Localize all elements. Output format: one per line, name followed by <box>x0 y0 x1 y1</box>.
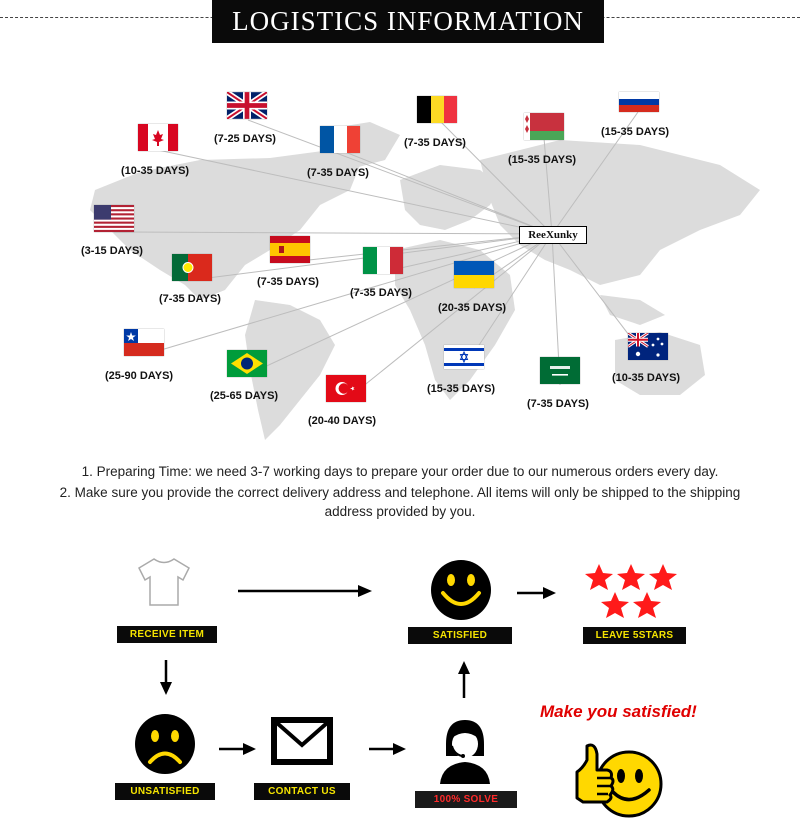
envelope-icon <box>270 716 334 766</box>
portugal-days: (7-35 DAYS) <box>159 293 221 305</box>
five-stars-icon <box>583 562 679 622</box>
saudi-arabia-flag <box>540 357 580 384</box>
arrow-right-icon <box>369 741 407 757</box>
arrow-right-icon <box>219 741 257 757</box>
usa-days: (3-15 DAYS) <box>81 245 143 257</box>
uk-days: (7-25 DAYS) <box>214 133 276 145</box>
receive-item-label: RECEIVE ITEM <box>117 626 217 643</box>
turkey-flag <box>326 375 366 402</box>
belarus-days: (15-35 DAYS) <box>508 154 577 166</box>
turkey-days: (20-40 DAYS) <box>308 415 377 427</box>
arrow-down-icon <box>158 660 174 696</box>
leave-5stars-label: LEAVE 5STARS <box>583 627 686 644</box>
saudi-arabia-days: (7-35 DAYS) <box>527 398 589 410</box>
arrow-right-icon <box>517 585 557 601</box>
arrow-up-icon <box>456 660 472 698</box>
contact-us-label: CONTACT US <box>254 783 350 800</box>
happy-face-icon <box>429 559 493 621</box>
france-days: (7-35 DAYS) <box>307 167 369 179</box>
warehouse-hub-label <box>519 226 587 244</box>
unsatisfied-label: UNSATISFIED <box>115 783 215 800</box>
canada-days: (10-35 DAYS) <box>121 165 190 177</box>
hub-label-text: ReeXunky <box>528 229 578 241</box>
tshirt-icon <box>136 556 192 608</box>
canada-flag <box>138 124 178 151</box>
spain-days: (7-35 DAYS) <box>257 276 319 288</box>
spain-flag <box>270 236 310 263</box>
australia-flag <box>628 333 668 360</box>
ukraine-days: (20-35 DAYS) <box>438 302 507 314</box>
solve-label: 100% SOLVE <box>415 791 517 808</box>
note-address-line1: 2. Make sure you provide the correct delivery address and telephone. All items will only be shipped to the shipping <box>59 485 741 500</box>
uk-flag <box>227 92 267 119</box>
france-flag <box>320 126 360 153</box>
italy-days: (7-35 DAYS) <box>350 287 412 299</box>
israel-flag <box>444 345 484 369</box>
satisfied-label: SATISFIED <box>408 627 512 644</box>
italy-flag <box>363 247 403 274</box>
ukraine-flag <box>454 261 494 288</box>
brazil-flag <box>227 350 267 377</box>
brazil-days: (25-65 DAYS) <box>210 390 279 402</box>
russia-flag <box>619 92 659 112</box>
note-preparing-time: 1. Preparing Time: we need 3-7 working days to prepare your order due to our numerous orders every day. <box>81 464 719 479</box>
world-map-land <box>90 122 760 440</box>
usa-flag <box>94 205 134 232</box>
thumbs-up-smiley-icon <box>573 740 665 820</box>
chile-days: (25-90 DAYS) <box>105 370 174 382</box>
arrow-right-icon <box>238 583 373 599</box>
belgium-flag <box>417 96 457 123</box>
slogan-text: Make you satisfied! <box>540 702 697 721</box>
page-title-text: LOGISTICS INFORMATION <box>232 6 584 36</box>
russia-days: (15-35 DAYS) <box>601 126 670 138</box>
belgium-days: (7-35 DAYS) <box>404 137 466 149</box>
note-address-line2: address provided by you. <box>324 504 476 519</box>
customer-service-icon <box>436 716 494 784</box>
australia-days: (10-35 DAYS) <box>612 372 681 384</box>
portugal-flag <box>172 254 212 281</box>
belarus-flag <box>524 113 564 140</box>
sad-face-icon <box>134 713 196 775</box>
israel-days: (15-35 DAYS) <box>427 383 496 395</box>
chile-flag <box>124 329 164 356</box>
